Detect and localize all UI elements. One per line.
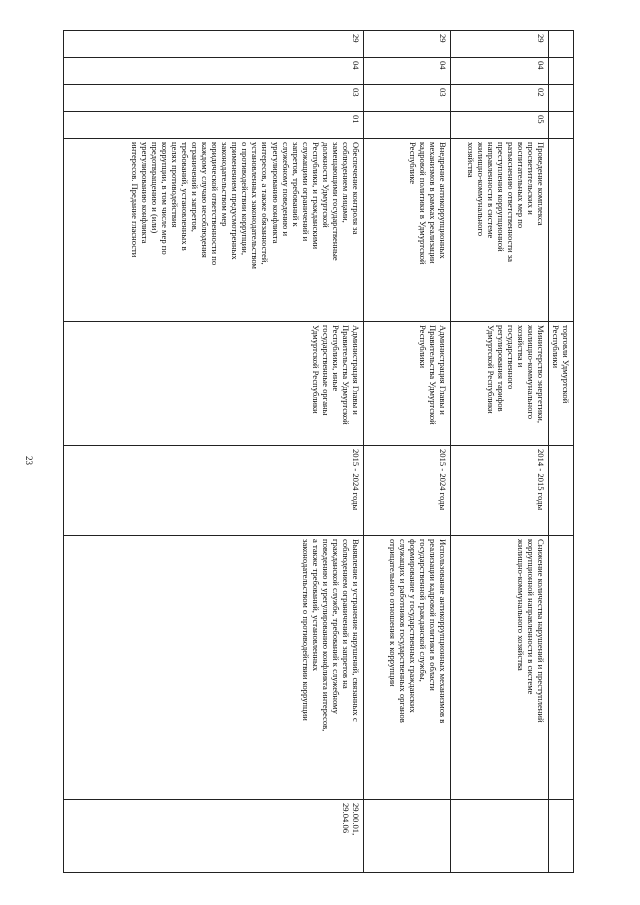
indicator-cell bbox=[450, 800, 548, 873]
measure-cell: Проведение комплекса просветительских и воспитательных мер по разъяснению ответственности за преступления коррупционной направленности в системе жилищно-коммунального хозяйства bbox=[450, 139, 548, 322]
table-row bbox=[363, 31, 450, 873]
code-cell: 02 bbox=[450, 85, 548, 112]
code-cell bbox=[548, 85, 573, 112]
result-cell: Использование антикоррупционных механизмов в реализации кадровой политики в области государственной гражданской службы, формирование у государственных гражданских служащих и работников государственных органов отрицательного отношения к коррупции bbox=[363, 536, 450, 800]
indicator-cell: 29.00.01, 29.04.06 bbox=[63, 800, 363, 873]
measure-cell: Внедрение антикоррупционных механизмов в рамках реализации кадровой политики в Удмуртской Республике bbox=[363, 139, 450, 322]
result-cell: Выявление и устранение нарушений, связанных с соблюдением ограничений и запретов на гражданской службе, требований к служебному поведению и урегулированию конфликта интересов, а также требований, установленных законодательством о противодействии коррупции bbox=[63, 536, 363, 800]
code-cell bbox=[548, 31, 573, 58]
table-row bbox=[450, 31, 548, 873]
period-cell: 2014 - 2015 годы bbox=[450, 446, 548, 536]
period-cell: 2015 - 2024 годы bbox=[63, 446, 363, 536]
executor-cell: Министерство энергетики, жилищно-коммунального хозяйства и государственного регулирования тарифов Удмуртской Республики bbox=[450, 322, 548, 446]
executor-cell: Администрация Главы и Правительства Удмуртской Республики bbox=[363, 322, 450, 446]
period-cell: 2015 - 2024 годы bbox=[363, 446, 450, 536]
result-cell bbox=[548, 536, 573, 800]
measure-cell bbox=[548, 139, 573, 322]
period-cell bbox=[548, 446, 573, 536]
code-cell: 04 bbox=[363, 58, 450, 85]
code-cell: 04 bbox=[450, 58, 548, 85]
code-cell: 01 bbox=[63, 112, 363, 139]
code-cell: 04 bbox=[63, 58, 363, 85]
measure-cell: Обеспечение контроля за соблюдением лицами, замещающими государственные должности Удмуртской Республики, и гражданскими служащими ограничений и запретов, требований к служебному поведению и урегулированию конфликта интересов, а также обязанностей, установленных законодательством о противодействии коррупции, применением предусмотренных законодательством мер юридической ответственности по каждому случаю несоблюдения ограничений и запретов, требований, установленных в целях противодействия коррупции, в том числе мер по предотвращению и (или) урегулированию конфликта интересов. Предание гласности bbox=[63, 139, 363, 322]
code-cell: 29 bbox=[63, 31, 363, 58]
code-cell: 29 bbox=[450, 31, 548, 58]
executor-cell: торговли Удмуртской Республики bbox=[548, 322, 573, 446]
code-cell: 05 bbox=[450, 112, 548, 139]
code-cell: 03 bbox=[63, 85, 363, 112]
code-cell bbox=[548, 58, 573, 85]
program-measures-table bbox=[63, 30, 574, 873]
indicator-cell bbox=[363, 800, 450, 873]
code-cell bbox=[548, 112, 573, 139]
code-cell: 03 bbox=[363, 85, 450, 112]
page-number: 23 bbox=[24, 456, 34, 465]
code-cell: 29 bbox=[363, 31, 450, 58]
result-cell: Снижение количества нарушений и преступлений коррупционной направленности в системе жилищно-коммунального хозяйства bbox=[450, 536, 548, 800]
code-cell bbox=[363, 112, 450, 139]
executor-cell: Администрация Главы и Правительства Удмуртской Республики, иные государственные органы Удмуртской Республики bbox=[63, 322, 363, 446]
document-sheet bbox=[60, 30, 574, 872]
table-row bbox=[548, 31, 573, 873]
indicator-cell bbox=[548, 800, 573, 873]
table-row bbox=[63, 31, 363, 873]
